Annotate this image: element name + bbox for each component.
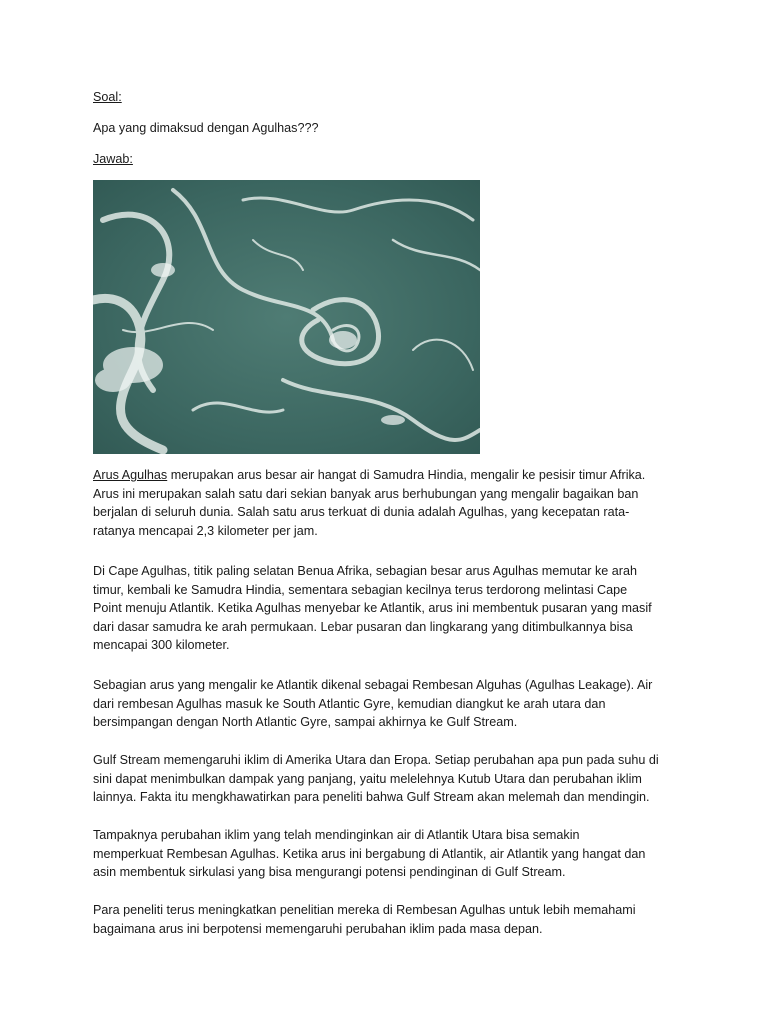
paragraph-line: Di Cape Agulhas, titik paling selatan Benua Afrika, sebagian besar arus Agulhas memutar ke arah <box>93 564 637 578</box>
paragraph-text: merupakan arus besar air hangat di Samudra Hindia, mengalir ke pesisir timur Afrika. <box>167 468 646 482</box>
paragraph-line: Sebagian arus yang mengalir ke Atlantik dikenal sebagai Rembesan Alguhas (Agulhas Leakage). Air <box>93 678 653 692</box>
answer-label: Jawab: <box>93 152 133 166</box>
paragraph-line: Point menuju Atlantik. Ketika Agulhas menyebar ke Atlantik, arus ini membentuk pusaran yang masif <box>93 601 652 615</box>
paragraph-line: asin membentuk sirkulasi yang bisa mengurangi potensi pendinginan di Gulf Stream. <box>93 865 566 879</box>
paragraph-line: memperkuat Rembesan Agulhas. Ketika arus ini bergabung di Atlantik, air Atlantik yang hangat dan <box>93 846 646 861</box>
paragraph-line: dari dasar samudra ke arah permukaan. Lebar pusaran dan lingkarang yang ditimbulkannya bisa <box>93 619 633 634</box>
paragraph-line: berjalan di seluruh dunia. Salah satu arus terkuat di dunia adalah Agulhas, yang kecepatan rata- <box>93 505 630 519</box>
paragraph-line: bagaimana arus ini berpotensi memengaruhi perubahan iklim pada masa depan. <box>93 921 543 936</box>
paragraph-line: sini dapat menimbulkan dampak yang panjang, yaitu melelehnya Kutub Utara dan perubahan iklim <box>93 771 642 786</box>
question-text: Apa yang dimaksud dengan Agulhas??? <box>93 121 319 135</box>
paragraph-line: Para peneliti terus meningkatkan penelitian mereka di Rembesan Agulhas untuk lebih memahami <box>93 903 636 917</box>
paragraph-line: Arus ini merupakan salah satu dari sekian banyak arus berhubungan yang mengalir bagaikan ban <box>93 486 639 501</box>
paragraph-line: timur, kembali ke Samudra Hindia, sementara sebagian kecilnya terus terdorong melintasi Cape <box>93 582 628 597</box>
paragraph-line: Gulf Stream memengaruhi iklim di Amerika Utara dan Eropa. Setiap perubahan apa pun pada suhu di <box>93 753 659 767</box>
paragraph-line: bersimpangan dengan North Atlantic Gyre, sampai akhirnya ke Gulf Stream. <box>93 715 518 729</box>
paragraph-line: ratanya mencapai 2,3 kilometer per jam. <box>93 523 318 538</box>
ocean-current-photo <box>93 180 480 454</box>
term-highlight: Arus Agulhas <box>93 468 168 482</box>
paragraph-line: dari rembesan Agulhas masuk ke South Atlantic Gyre, kemudian diangkut ke arah utara dan <box>93 696 606 711</box>
paragraph-line: mencapai 300 kilometer. <box>93 638 230 652</box>
paragraph-line <box>93 466 645 484</box>
question-label: Soal: <box>93 90 122 104</box>
paragraph-line: Tampaknya perubahan iklim yang telah mendinginkan air di Atlantik Utara bisa semakin <box>93 828 580 842</box>
paragraph-line: lainnya. Fakta itu mengkhawatirkan para peneliti bahwa Gulf Stream akan melemah dan mendingin. <box>93 790 650 804</box>
